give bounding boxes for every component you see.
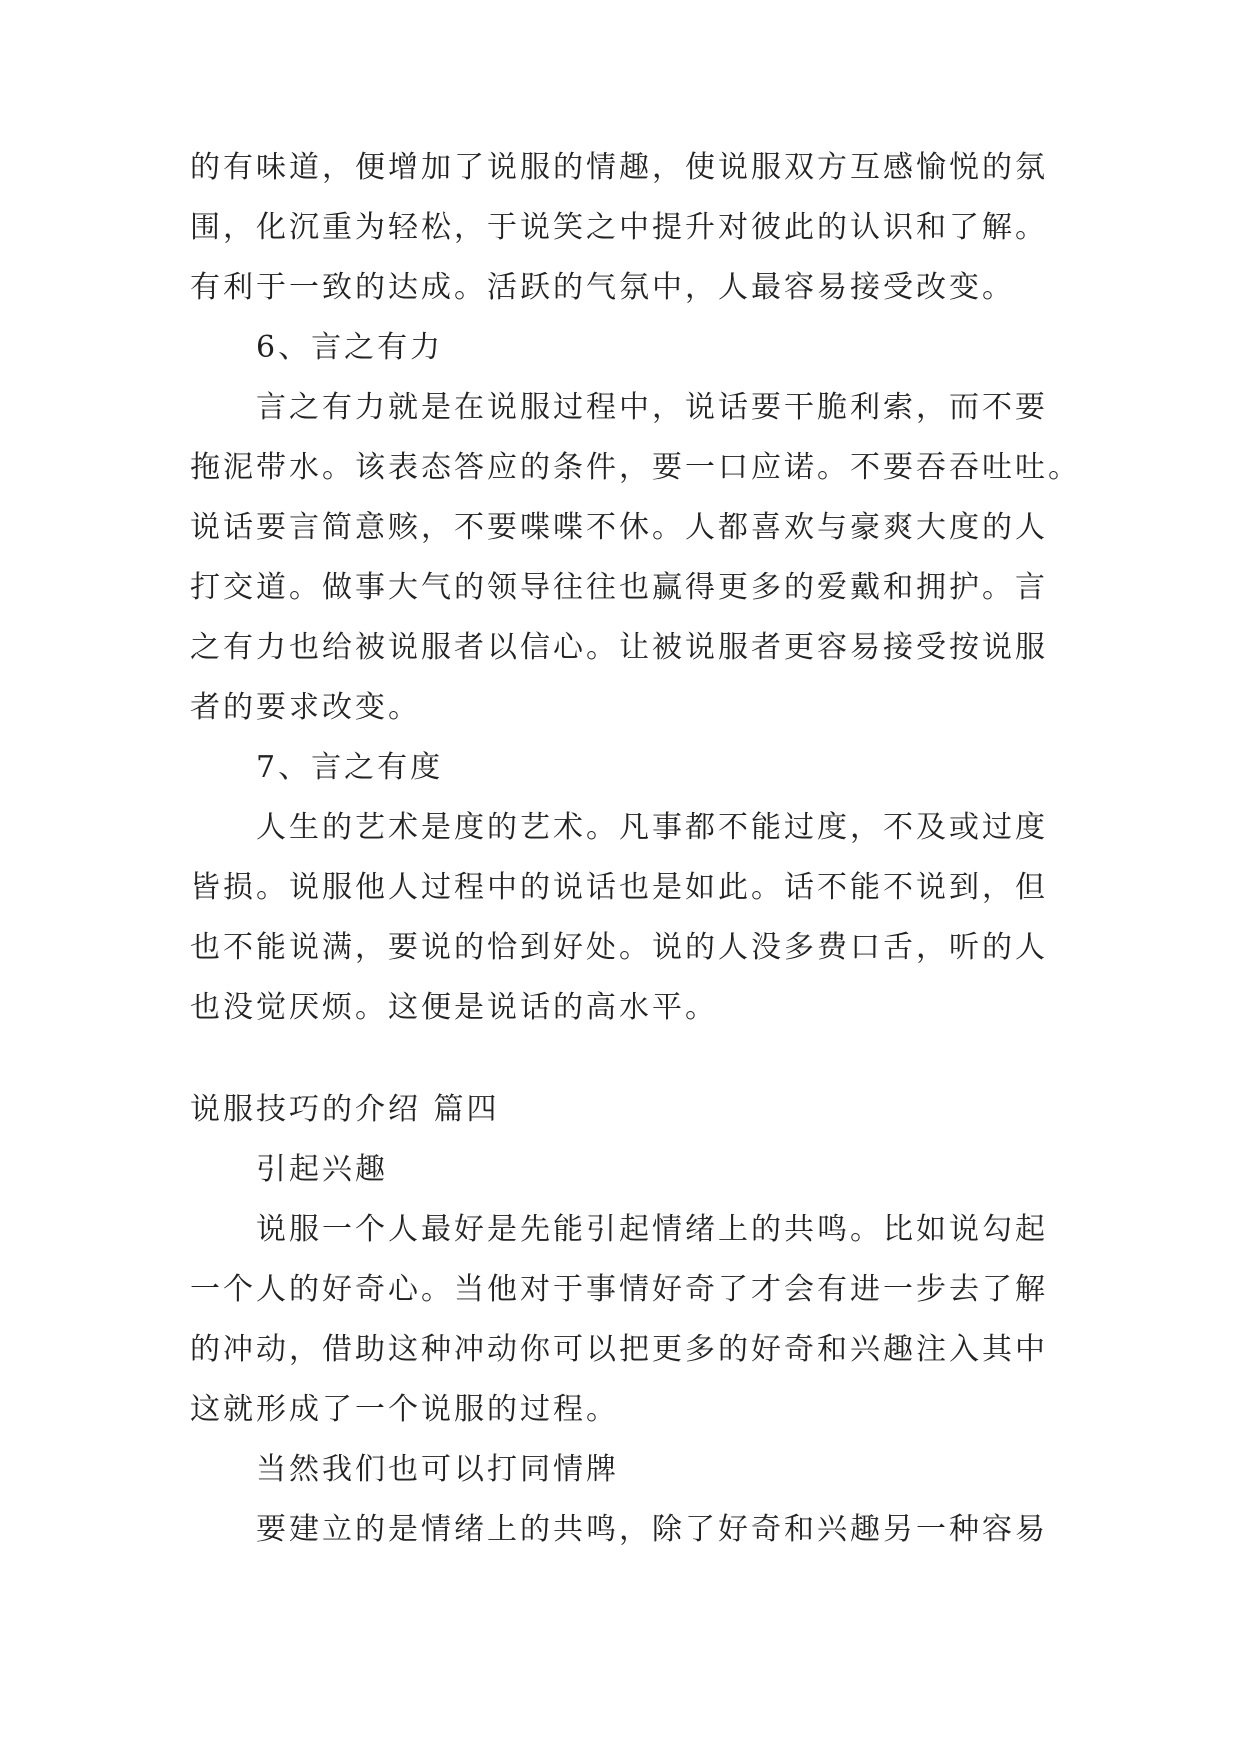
section-heading: 当然我们也可以打同情牌: [256, 1452, 619, 1487]
text-line: 这就形成了一个说服的过程。: [190, 1392, 619, 1427]
section-heading: 7、言之有度: [256, 750, 444, 785]
text-line: 有利于一致的达成。活跃的气氛中，人最容易接受改变。: [190, 270, 1015, 305]
text-line: 也不能说满，要说的恰到好处。说的人没多费口舌，听的人: [190, 930, 1048, 965]
text-line: 围，化沉重为轻松，于说笑之中提升对彼此的认识和了解。: [190, 210, 1048, 245]
section-heading: 引起兴趣: [256, 1152, 388, 1187]
text-line: 的冲动，借助这种冲动你可以把更多的好奇和兴趣注入其中: [190, 1332, 1048, 1367]
text-line: 言之有力就是在说服过程中，说话要干脆利索，而不要: [256, 390, 1048, 425]
text-line: 打交道。做事大气的领导往往也赢得更多的爱戴和拥护。言: [190, 570, 1048, 605]
text-line: 要建立的是情绪上的共鸣，除了好奇和兴趣另一种容易: [256, 1512, 1048, 1547]
text-line: 一个人的好奇心。当他对于事情好奇了才会有进一步去了解: [190, 1272, 1048, 1307]
text-line: 也没觉厌烦。这便是说话的高水平。: [190, 990, 718, 1025]
text-line: 拖泥带水。该表态答应的条件，要一口应诺。不要吞吞吐吐。: [190, 450, 1081, 485]
chapter-title: 说服技巧的介绍 篇四: [190, 1092, 500, 1127]
text-line: 说服一个人最好是先能引起情绪上的共鸣。比如说勾起: [256, 1212, 1048, 1247]
section-heading: 6、言之有力: [256, 330, 444, 365]
text-line: 者的要求改变。: [190, 690, 421, 725]
text-line: 说话要言简意赅，不要喋喋不休。人都喜欢与豪爽大度的人: [190, 510, 1048, 545]
text-line: 之有力也给被说服者以信心。让被说服者更容易接受按说服: [190, 630, 1048, 665]
text-line: 皆损。说服他人过程中的说话也是如此。话不能不说到，但: [190, 870, 1048, 905]
text-line: 人生的艺术是度的艺术。凡事都不能过度，不及或过度: [256, 810, 1048, 845]
text-line: 的有味道，便增加了说服的情趣，使说服双方互感愉悦的氛: [190, 150, 1048, 185]
